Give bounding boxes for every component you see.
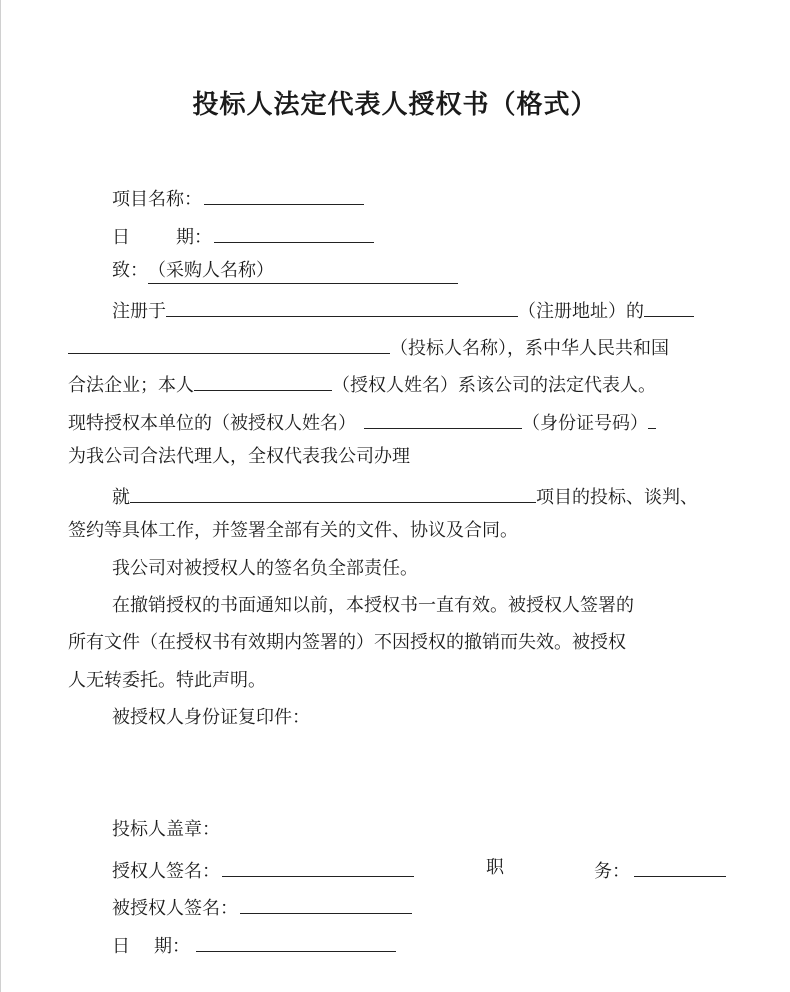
authorizer-name-blank[interactable] bbox=[194, 370, 332, 391]
para1-line1 bbox=[112, 296, 694, 324]
para1-line7: 签约等具体工作，并签署全部有关的文件、协议及合同。 bbox=[68, 520, 518, 541]
to-label: 致： bbox=[112, 260, 148, 281]
to-row bbox=[112, 259, 458, 284]
para1-line5: 为我公司合法代理人，全权代表我公司办理 bbox=[68, 446, 410, 467]
project-blank[interactable] bbox=[130, 482, 536, 503]
para1-prefix: 注册于 bbox=[112, 301, 166, 322]
date-blank-bottom[interactable] bbox=[196, 931, 396, 952]
position-row bbox=[594, 856, 726, 884]
para1-line3-prefix: 合法企业；本人 bbox=[68, 375, 194, 396]
authorized-sign-row bbox=[112, 893, 412, 921]
authorizer-sign-blank[interactable] bbox=[222, 856, 414, 877]
date-label-top-1: 日 bbox=[112, 227, 130, 248]
authorized-name-blank[interactable] bbox=[364, 408, 522, 429]
bidder-name-blank[interactable] bbox=[68, 333, 390, 354]
id-number-blank[interactable] bbox=[648, 408, 656, 429]
authorized-sign-blank[interactable] bbox=[240, 893, 412, 914]
para2: 我公司对被授权人的签名负全部责任。 bbox=[112, 558, 418, 579]
date-blank-top[interactable] bbox=[214, 222, 374, 243]
para3-line2: 所有文件（在授权书有效期内签署的）不因授权的撤销而失效。被授权 bbox=[68, 632, 626, 653]
reg-address-blank[interactable] bbox=[166, 296, 518, 317]
position-label-2: 务： bbox=[594, 861, 630, 882]
id-copy-label: 被授权人身份证复印件： bbox=[112, 707, 310, 728]
document-title: 投标人法定代表人授权书（格式） bbox=[192, 90, 598, 120]
date-label-bottom-2: 期： bbox=[154, 936, 190, 957]
project-name-row bbox=[112, 184, 364, 212]
project-name-blank[interactable] bbox=[204, 184, 364, 205]
para1-line3-suffix: （授权人姓名）系该公司的法定代表人。 bbox=[332, 375, 656, 396]
page-left-edge bbox=[0, 0, 1, 992]
authorizer-sign-label: 授权人签名： bbox=[112, 861, 220, 882]
para1-line6 bbox=[112, 482, 698, 510]
position-label-1: 职 bbox=[486, 857, 504, 878]
para1-line2 bbox=[68, 333, 669, 361]
reg-continue-blank[interactable] bbox=[644, 296, 694, 317]
date-label-bottom-1: 日 bbox=[112, 936, 130, 957]
para1-line6-suffix: 项目的投标、谈判、 bbox=[536, 487, 698, 508]
reg-address-label: （注册地址）的 bbox=[518, 301, 644, 322]
para1-line4 bbox=[68, 408, 656, 436]
authorized-sign-label: 被授权人签名： bbox=[112, 898, 238, 919]
purchaser-placeholder: （采购人名称） bbox=[148, 260, 274, 281]
para1-line4-prefix: 现特授权本单位的（被授权人姓名） bbox=[68, 413, 356, 434]
id-number-label: （身份证号码） bbox=[522, 413, 648, 434]
para3-line1: 在撤销授权的书面通知以前，本授权书一直有效。被授权人签署的 bbox=[112, 595, 634, 616]
date-label-top-2: 期： bbox=[176, 227, 212, 248]
position-blank[interactable] bbox=[634, 856, 726, 877]
para1-line3 bbox=[68, 370, 656, 398]
purchaser-blank[interactable] bbox=[148, 259, 458, 284]
para3-line3: 人无转委托。特此声明。 bbox=[68, 670, 266, 691]
para1-line6-prefix: 就 bbox=[112, 487, 130, 508]
bidder-seal-label: 投标人盖章： bbox=[112, 819, 220, 840]
bidder-name-label: （投标人名称），系中华人民共和国 bbox=[390, 338, 669, 359]
date-row-bottom bbox=[112, 931, 396, 959]
project-name-label: 项目名称： bbox=[112, 189, 202, 210]
date-row-top bbox=[112, 222, 374, 250]
authorizer-sign-row bbox=[112, 856, 414, 884]
